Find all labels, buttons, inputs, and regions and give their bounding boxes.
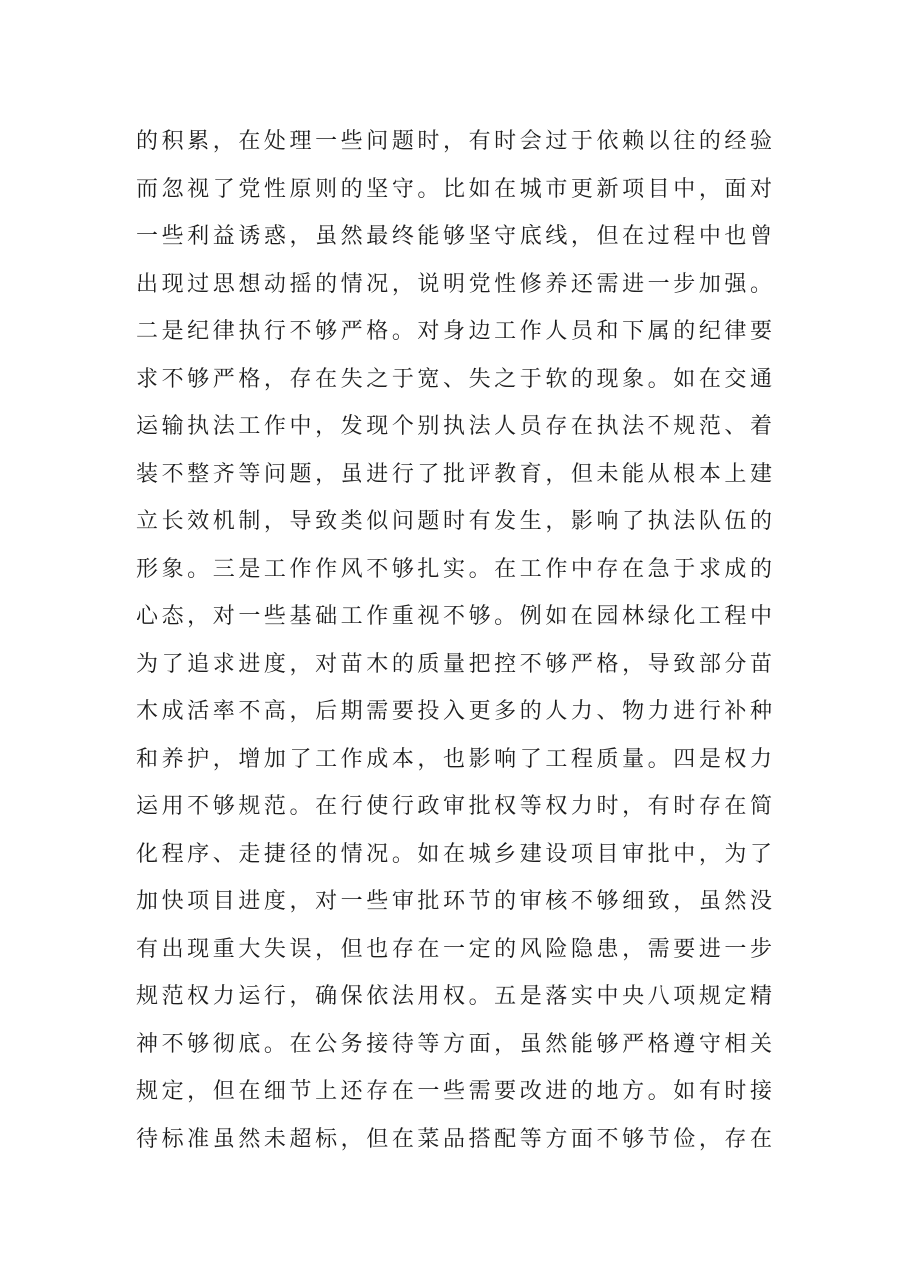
text-line: 求不够严格，存在失之于宽、失之于软的现象。如在交通 (136, 366, 772, 392)
text-line: 运用不够规范。在行使行政审批权等权力时，有时存在简 (136, 794, 772, 819)
text-line: 运输执法工作中，发现个别执法人员存在执法不规范、着 (136, 414, 772, 439)
text-line: 规范权力运行，确保依法用权。五是落实中央八项规定精 (136, 984, 772, 1009)
text-line: 为了追求进度，对苗木的质量把控不够严格，导致部分苗 (136, 651, 772, 677)
text-line: 神不够彻底。在公务接待等方面，虽然能够严格遵守相关 (136, 1031, 772, 1057)
body-text (136, 118, 776, 1163)
text-line: 木成活率不高，后期需要投入更多的人力、物力进行补种 (136, 699, 772, 724)
text-line: 形象。三是工作作风不够扎实。在工作中存在急于求成的 (136, 556, 772, 582)
text-line: 加快项目进度，对一些审批环节的审核不够细致，虽然没 (136, 889, 772, 914)
text-line: 心态，对一些基础工作重视不够。例如在园林绿化工程中 (136, 604, 772, 629)
text-line: 规定，但在细节上还存在一些需要改进的地方。如有时接 (136, 1079, 772, 1104)
text-line: 装不整齐等问题，虽进行了批评教育，但未能从根本上建 (136, 461, 772, 487)
text-line: 的积累，在处理一些问题时，有时会过于依赖以往的经验 (136, 129, 772, 154)
text-line: 出现过思想动摇的情况，说明党性修养还需进一步加强。 (136, 271, 772, 297)
text-line: 一些利益诱惑，虽然最终能够坚守底线，但在过程中也曾 (136, 224, 772, 249)
text-line: 待标准虽然未超标，但在菜品搭配等方面不够节俭，存在 (136, 1126, 772, 1152)
text-line: 化程序、走捷径的情况。如在城乡建设项目审批中，为了 (136, 841, 772, 867)
text-line: 有出现重大失误，但也存在一定的风险隐患，需要进一步 (136, 936, 772, 962)
text-line: 立长效机制，导致类似问题时有发生，影响了执法队伍的 (136, 509, 772, 534)
text-line: 和养护，增加了工作成本，也影响了工程质量。四是权力 (136, 746, 772, 772)
text-line: 二是纪律执行不够严格。对身边工作人员和下属的纪律要 (136, 319, 772, 344)
text-line: 而忽视了党性原则的坚守。比如在城市更新项目中，面对 (136, 176, 772, 202)
